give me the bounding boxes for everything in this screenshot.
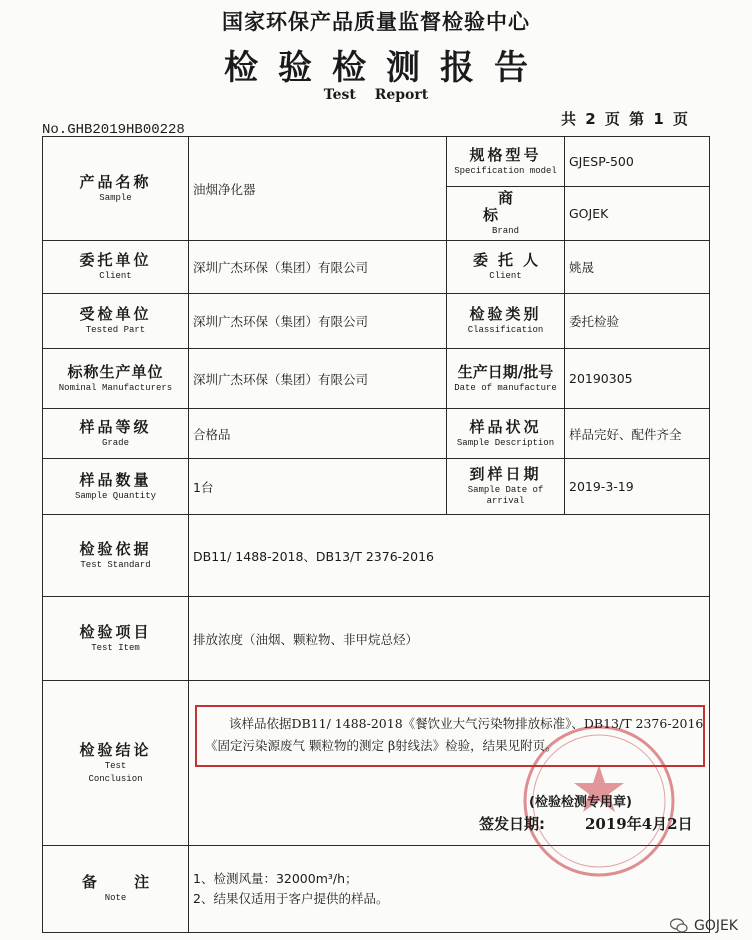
value-grade: 合格品 [189, 409, 447, 459]
label-client: 委托单位 Client [43, 241, 189, 294]
value-spec: GJESP-500 [565, 137, 710, 187]
label-classification: 检验类别 Classification [447, 294, 565, 349]
value-classification: 委托检验 [565, 294, 710, 349]
value-client-person: 姚晟 [565, 241, 710, 294]
label-conclusion: 检验结论 Test Conclusion [43, 681, 189, 846]
value-quantity: 1台 [189, 459, 447, 515]
report-number: No.GHB2019HB00228 [42, 122, 185, 138]
value-description: 样品完好、配件齐全 [565, 409, 710, 459]
label-grade: 样品等级 Grade [43, 409, 189, 459]
footer-brand: GOJEK [693, 918, 738, 934]
value-tested-part: 深圳广杰环保（集团）有限公司 [189, 294, 447, 349]
page-info: 共 2 页 第 1 页 [561, 110, 688, 128]
label-brand: 商 标 Brand [447, 187, 565, 241]
label-client-person: 委托人 Client [447, 241, 565, 294]
organization-name: 国家环保产品质量监督检验中心 [222, 10, 530, 34]
value-client: 深圳广杰环保（集团）有限公司 [189, 241, 447, 294]
report-subtitle: Test Report [323, 87, 429, 103]
label-quantity: 样品数量 Sample Quantity [43, 459, 189, 515]
value-mfg-date: 20190305 [565, 349, 710, 409]
conclusion-text-line2: 《固定污染源废气 颗粒物的测定 β射线法》检验，结果见附页。 [205, 738, 558, 753]
note-line1: 1、检测风量：32000m³/h； [193, 871, 358, 886]
footer-watermark [670, 918, 738, 934]
conclusion-highlight [195, 705, 705, 767]
note-line2: 2、结果仅适用于客户提供的样品。 [193, 891, 389, 906]
conclusion-cell [189, 681, 710, 846]
value-manufacturer: 深圳广杰环保（集团）有限公司 [189, 349, 447, 409]
label-sample: 产品名称 Sample [43, 137, 189, 241]
value-standard: DB11/ 1488-2018、DB13/T 2376-2016 [189, 515, 710, 597]
value-arrival: 2019-3-19 [565, 459, 710, 515]
label-item: 检验项目 Test Item [43, 597, 189, 681]
value-sample: 油烟净化器 [189, 137, 447, 241]
label-description: 样品状况 Sample Description [447, 409, 565, 459]
report-title: 检验检测报告 [224, 48, 548, 88]
label-manufacturer: 标称生产单位 Nominal Manufacturers [43, 349, 189, 409]
report-table [42, 136, 710, 933]
issue-date-value: 2019年4月2日 [585, 815, 693, 833]
label-arrival: 到样日期 Sample Date of arrival [447, 459, 565, 515]
label-standard: 检验依据 Test Standard [43, 515, 189, 597]
label-note: 备 注 Note [43, 846, 189, 933]
seal-label: (检验检测专用章) [529, 795, 632, 810]
value-brand: GOJEK [565, 187, 710, 241]
label-spec: 规格型号 Specification model [447, 137, 565, 187]
label-tested-part: 受检单位 Tested Part [43, 294, 189, 349]
issue-date-label: 签发日期: [479, 815, 545, 833]
conclusion-text-line1: 该样品依据DB11/ 1488-2018《餐饮业大气污染物排放标准》、DB13/T 2376-2016 [229, 716, 704, 731]
wechat-icon [670, 918, 688, 934]
value-item: 排放浓度（油烟、颗粒物、非甲烷总烃） [189, 597, 710, 681]
label-mfg-date: 生产日期/批号 Date of manufacture [447, 349, 565, 409]
